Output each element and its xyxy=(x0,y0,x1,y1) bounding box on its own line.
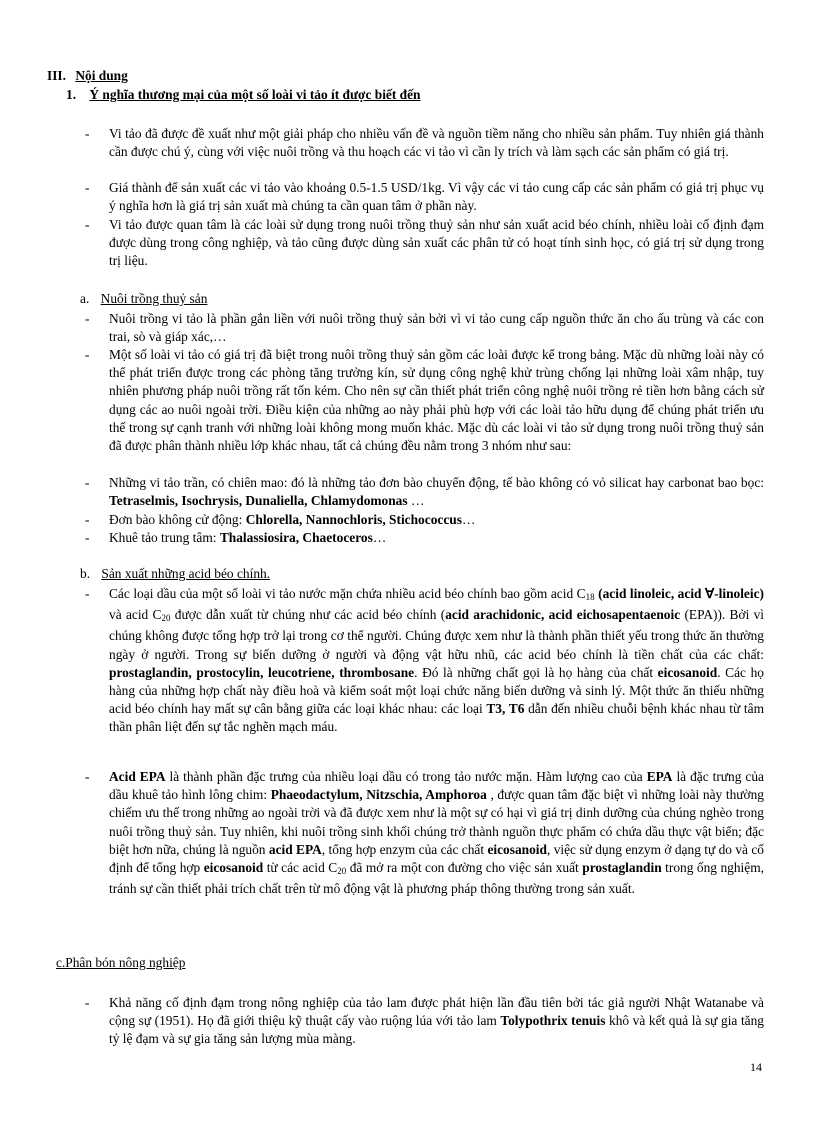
section-a-label: a. xyxy=(80,291,90,306)
dash-bullet: - xyxy=(85,769,90,784)
text-run: . Đó là những chất gọi là họ hàng của chất xyxy=(414,664,658,680)
text-run: , được quan tâm đặc biệt vì những loài này thường chiếm ưu thế trong những ao ngoài trời và đã được xem như là một sự có hại vì giá trị dinh dưỡng của chúng nghèo trong nuôi trồng thuỷ sản. Tuy nhiên, khi nuôi trồng sinh khối chúng trở thành nguồn thực phẩm có chứa dầu thực vật biển; đặc biệt hơn nữa, chúng là nguồn xyxy=(109,787,764,857)
text-run: khô và kết quả là sự gia tăng tỷ lệ đạm và sự gia tăng sản lượng mùa màng. xyxy=(109,1013,764,1047)
text-run: từ các acid C xyxy=(263,860,338,876)
text-run: đã mở ra một con đường cho việc sản xuất xyxy=(346,860,583,876)
bold-term: eicosanoid xyxy=(203,860,264,876)
page-number: 14 xyxy=(750,1060,762,1074)
bold-term: acid arachidonic, acid eichosapentaenoic xyxy=(445,607,681,623)
dash-bullet: - xyxy=(85,217,90,232)
group-3-genera: Thalassiosira, Chaetoceros xyxy=(219,530,373,545)
group-2-text: Đơn bào không cử động: xyxy=(109,512,246,527)
section-b-title: Sản xuất những acid béo chính. xyxy=(101,566,271,581)
group-1-genera: Tetraselmis, Isochrysis, Dunaliella, Chlamydomonas xyxy=(109,493,408,509)
section-c-paragraph xyxy=(109,994,764,1049)
text-run: . Các họ hàng của những hợp chất này điều hoà và kiểm soát một loại chức năng biến dưỡng và sinh lý. Một thức ăn thiếu những acid béo chính hay mất sự cân bằng giữa các loại khác nhau: các loại xyxy=(109,664,764,717)
bold-term: eicosanoid xyxy=(657,664,718,680)
intro-paragraph-3: Vi tảo được quan tâm là các loài sử dụng trong nuôi trồng thuỷ sản như sản xuất acid béo chính, nhiều loài cố định đạm được dùng trong công nghiệp, và tảo cũng được dùng sản xuất các phân tử có hoạt tính sinh học, có giá trị sử dụng trong trị liệu. xyxy=(109,217,764,269)
group-2-genera: Chlorella, Nannochloris, Stichococcus xyxy=(245,512,462,527)
heading-1-number: 1. xyxy=(66,87,77,102)
section-number: III. xyxy=(47,68,66,83)
text-run: là thành phần đặc trưng của nhiều loại dầu có trong tảo nước mặn. Hàm lượng cao của xyxy=(165,769,647,784)
group-2-ellipsis: … xyxy=(461,512,476,527)
heading-1 xyxy=(66,87,421,103)
section-a-paragraph-2: Một số loài vi tảo có giá trị đã biệt trong nuôi trồng thuỷ sản gồm các loài được kể trong bảng. Mặc dù những loài này có thể phát triển được trong các phòng tăng trưởng kín, sử dụng công nghệ khử trùng chống lại những loài xâm nhập, tuy nhiên phương pháp nuôi trồng rất tốn kém. Cho nên sự cần thiết phát triển công nghệ nuôi trồng rẻ tiền hơn bằng cách sử dụng các ao nuôi ngoài trời. Điều kiện của những ao này phải phù hợp với các loài tảo hữu dụng để chúng phát triển ưu thế trong sự cạnh tranh với những loài không mong muốn khác. Mặc dù các loài vi tảo sử dụng trong nuôi trồng thuỷ sản đã được phân thành nhiều lớp khác nhau, tất cả chúng đều nằm trong 3 nhóm như sau: xyxy=(109,347,764,454)
dash-bullet: - xyxy=(85,995,90,1010)
section-b-paragraph-2 xyxy=(109,768,764,898)
section-a-group-1 xyxy=(109,474,764,510)
text-run: , tổng hợp enzym của các chất xyxy=(321,841,488,857)
dash-bullet: - xyxy=(85,347,90,362)
bold-term: (acid linoleic, acid ∀-linoleic) xyxy=(594,586,764,601)
text-run: là đặc trưng của dầu khuê tảo hình lông chim: xyxy=(109,769,764,803)
dash-bullet: - xyxy=(85,530,90,545)
bold-term: Tolypothrix tenuis xyxy=(500,1013,606,1029)
group-3-text: Khuê tảo trung tâm: xyxy=(109,530,220,545)
text-run: (EPA)). Bởi vì chúng không được tổng hợp trở lại trong cơ thể người. Chúng được xem như là thành phần thiết yếu trong thức ăn thường ngày ở người. Trong sự biến dưỡng ở người và động vật hữu nhũ, các acid béo chính là tiền chất của các chất: xyxy=(109,607,764,662)
text-run: Các loại dầu của một số loài vi tảo nước mặn chứa nhiều acid béo chính bao gồm acid C xyxy=(109,586,586,601)
bold-term: prostaglandin, prostocylin, leucotriene, thrombosane xyxy=(109,664,415,680)
dash-bullet: - xyxy=(85,126,90,141)
subscript: 20 xyxy=(161,613,171,624)
section-title: Nội dung xyxy=(75,68,128,83)
dash-bullet: - xyxy=(85,586,90,601)
heading-1-title: Ý nghĩa thương mại của một số loài vi tảo ít được biết đến xyxy=(89,87,421,102)
bold-term: eicosanoid xyxy=(487,841,547,857)
bold-term: acid EPA xyxy=(268,841,322,857)
subscript: 20 xyxy=(337,866,347,877)
text-run: được dẫn xuất từ chúng như các acid béo chính ( xyxy=(170,607,446,623)
section-a-group-3 xyxy=(109,529,764,547)
section-b-paragraph-1 xyxy=(109,585,764,737)
section-a-paragraph-1: Nuôi trồng vi tảo là phần gắn liền với nuôi trồng thuỷ sản bởi vì vi tảo cung cấp nguồn thức ăn cho ấu trùng và các con trai, sò và giáp xác,… xyxy=(109,311,764,345)
section-a-group-2 xyxy=(109,511,764,529)
text-run: và acid C xyxy=(109,607,162,623)
bold-term: Phaeodactylum, Nitzschia, Amphoroa xyxy=(270,787,487,803)
section-c-title: c.Phân bón nông nghiệp xyxy=(56,955,186,970)
group-1-text: Những vi tảo trần, có chiên mao: đó là những tảo đơn bào chuyển động, tế bào không có vỏ silicat hay carbonat bao bọc: xyxy=(109,475,764,490)
dash-bullet: - xyxy=(85,512,90,527)
subscript: 18 xyxy=(585,592,595,602)
intro-paragraph-2: Giá thành để sản xuất các vi tảo vào khoảng 0.5-1.5 USD/1kg. Vì vậy các vi tảo cung cấp các sản phẩm có giá trị phục vụ ý nghĩa hơn là giá trị sản xuất mà chúng ta cần quan tâm ở phần này. xyxy=(109,180,764,214)
dash-bullet: - xyxy=(85,311,90,326)
text-run: Khả năng cố định đạm trong nông nghiệp của tảo lam được phát hiện lần đầu tiên bởi tác giả người Nhật Watanabe và cộng sự (1951). Họ đã giới thiệu kỹ thuật cấy vào ruộng lúa với tảo lam xyxy=(109,995,764,1029)
bold-term: EPA xyxy=(646,769,673,784)
bold-term: T3, T6 xyxy=(486,701,525,717)
text-run: dẫn đến nhiều chuỗi bệnh khác nhau từ tâm thần phân liệt đến sự tắc nghẽn mạch máu. xyxy=(109,701,764,735)
text-run: trong ống nghiệm, tránh sự cần thiết phải trích chất trên từ mô động vật là phương pháp thông thường trong sản xuất. xyxy=(109,860,764,897)
text-run: , việc sử dụng enzym ở dạng tự do và cố định để tổng hợp xyxy=(109,841,765,876)
bold-term: Acid EPA xyxy=(109,769,166,784)
section-b-label: b. xyxy=(80,566,91,581)
group-3-ellipsis: … xyxy=(372,530,387,545)
dash-bullet: - xyxy=(85,475,90,490)
section-a-heading xyxy=(80,291,207,307)
group-1-ellipsis: … xyxy=(407,493,425,509)
section-b-heading xyxy=(80,566,270,582)
bold-term: prostaglandin xyxy=(582,860,662,876)
section-a-title: Nuôi trồng thuỷ sản xyxy=(100,291,208,306)
section-heading xyxy=(47,68,128,84)
dash-bullet: - xyxy=(85,180,90,195)
intro-paragraph-1: Vi tảo đã được đề xuất như một giải pháp cho nhiều vấn đề và nguồn tiềm năng cho nhiều sản phẩm. Tuy nhiên giá thành cần được chú ý, cùng với việc nuôi trồng và thu hoạch các vi tảo vì cần ly trích và làm sạch các sản phẩm có giá trị. xyxy=(109,126,764,160)
